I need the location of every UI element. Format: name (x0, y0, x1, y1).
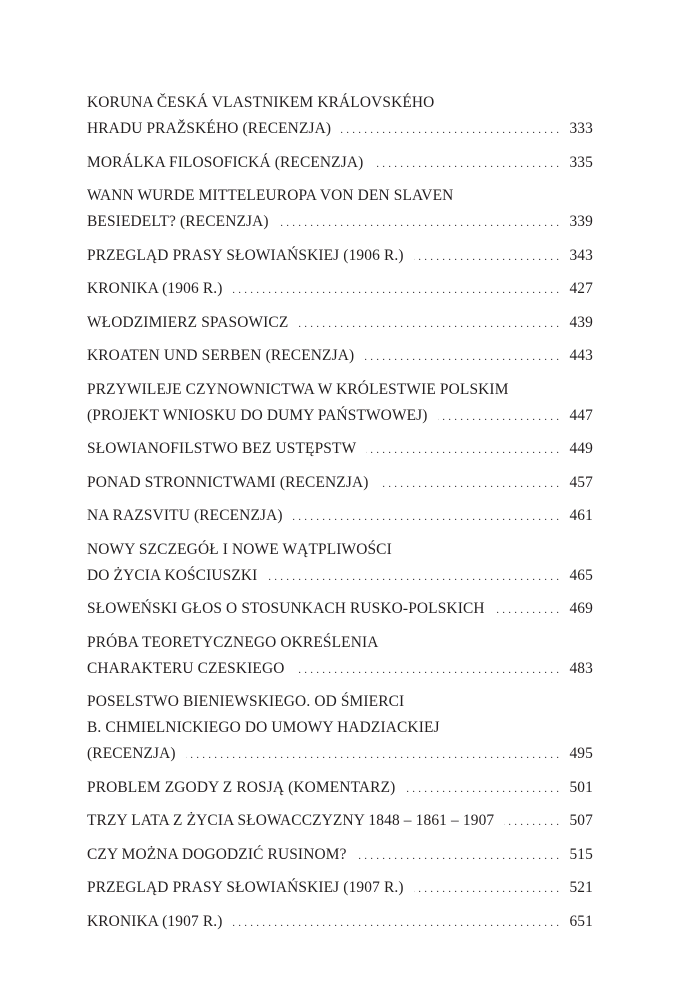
page-number: 447 (569, 406, 593, 424)
toc-entry-title: KRONIKA (1906 R.) (87, 280, 223, 297)
dot-leader (364, 344, 559, 370)
page-number: 465 (569, 566, 593, 584)
page-number: 343 (569, 246, 593, 264)
toc-entry-line (87, 183, 593, 209)
toc-entry-title: (PROJEKT WNIOSKU DO DUMY PAŃSTWOWEJ) (87, 406, 428, 424)
toc-entry-title: B. CHMIELNICKIEGO DO UMOWY HADZIACKIEJ (87, 719, 440, 736)
dot-leader (405, 776, 559, 802)
toc-entry (87, 276, 593, 302)
toc-entry-last-line (87, 150, 593, 176)
dot-leader (186, 742, 559, 768)
toc-entry-last-line (87, 403, 593, 429)
toc-entry-title: KORUNA ČESKÁ VLASTNIKEM KRÁLOVSKÉHO (87, 94, 435, 111)
dot-leader (295, 657, 559, 683)
dot-leader (504, 809, 559, 835)
toc-entry-last-line (87, 563, 593, 589)
toc-entry-title: PONAD STRONNICTWAMI (RECENZJA) (87, 473, 369, 491)
toc-entry (87, 503, 593, 529)
toc-entry-title: KROATEN UND SERBEN (RECENZJA) (87, 347, 355, 364)
dot-leader (341, 117, 559, 143)
page-number: 335 (569, 153, 593, 171)
toc-entry-title: PRÓBA TEORETYCZNEGO OKREŚLENIA (87, 633, 379, 651)
toc-entry-line (87, 537, 593, 563)
dot-leader (379, 471, 559, 497)
page-number: 443 (569, 347, 593, 364)
toc-entry (87, 596, 593, 622)
toc-entry-line (87, 715, 593, 741)
toc-entry (87, 377, 593, 429)
page-number: 333 (569, 120, 593, 137)
toc-entry (87, 90, 593, 142)
toc-entry-last-line (87, 470, 593, 496)
dot-leader (373, 151, 559, 177)
page-number: 439 (569, 313, 593, 331)
dot-leader (414, 244, 559, 270)
toc-entry-last-line (87, 209, 593, 235)
toc-entry-title: CHARAKTERU CZESKIEGO (87, 659, 285, 677)
toc-entry-last-line (87, 276, 593, 302)
toc-entry (87, 808, 593, 834)
dot-leader (357, 843, 559, 869)
toc-entry-last-line (87, 875, 593, 901)
dot-leader (495, 597, 559, 623)
toc-entry-title: DO ŻYCIA KOŚCIUSZKI (87, 566, 258, 584)
toc-entry-last-line (87, 741, 593, 767)
toc-entry (87, 150, 593, 176)
dot-leader (267, 564, 559, 590)
toc-entry-last-line (87, 775, 593, 801)
toc-entry-line (87, 630, 593, 656)
toc-entry-last-line (87, 842, 593, 868)
toc-entry-title: SŁOWIANOFILSTWO BEZ USTĘPSTW (87, 440, 357, 457)
toc-entry-title: (RECENZJA) (87, 745, 176, 762)
toc-entry-last-line (87, 116, 593, 142)
dot-leader (233, 910, 559, 936)
toc-entry (87, 842, 593, 868)
toc-entry (87, 343, 593, 369)
toc-entry-title: SŁOWEŃSKI GŁOS O STOSUNKACH RUSKO-POLSKICH (87, 600, 485, 617)
toc-entry (87, 689, 593, 767)
dot-leader (298, 311, 559, 337)
toc-entry-last-line (87, 436, 593, 462)
page-number: 515 (569, 845, 593, 863)
dot-leader (233, 277, 559, 303)
toc-entry-line (87, 377, 593, 403)
toc-entry (87, 436, 593, 462)
toc-entry (87, 875, 593, 901)
toc-entry-title: CZY MOŻNA DOGODZIĆ RUSINOM? (87, 845, 347, 863)
toc-entry-last-line (87, 503, 593, 529)
toc-entry (87, 183, 593, 235)
page-number: 461 (569, 507, 593, 524)
dot-leader (293, 504, 559, 530)
toc-entry-last-line (87, 310, 593, 336)
toc-entry (87, 630, 593, 682)
toc-entry-title: WŁODZIMIERZ SPASOWICZ (87, 313, 289, 331)
toc-entry (87, 775, 593, 801)
toc-entry-line (87, 689, 593, 715)
page-number: 521 (569, 879, 593, 896)
toc-entry (87, 909, 593, 935)
toc-entry-last-line (87, 243, 593, 269)
toc-entry-last-line (87, 343, 593, 369)
toc-entry-title: HRADU PRAŽSKÉHO (RECENZJA) (87, 120, 332, 137)
toc-entry-last-line (87, 808, 593, 834)
dot-leader (414, 876, 559, 902)
page-number: 339 (569, 213, 593, 230)
page-number: 469 (569, 600, 593, 617)
toc-entry-title: PRZEGLĄD PRASY SŁOWIAŃSKIEJ (1906 R.) (87, 246, 404, 264)
page-number: 427 (569, 280, 593, 297)
toc-entry-last-line (87, 596, 593, 622)
toc-entry (87, 310, 593, 336)
toc-entry-last-line (87, 909, 593, 935)
toc-entry-title: NA RAZSVITU (RECENZJA) (87, 507, 283, 524)
toc-entry (87, 470, 593, 496)
toc-entry-title: PROBLEM ZGODY Z ROSJĄ (KOMENTARZ) (87, 778, 396, 796)
page-number: 651 (569, 912, 593, 930)
toc-entry-title: BESIEDELT? (RECENZJA) (87, 213, 269, 230)
table-of-contents (87, 90, 593, 942)
page-number: 457 (569, 473, 593, 491)
toc-entry-title: MORÁLKA FILOSOFICKÁ (RECENZJA) (87, 153, 364, 171)
dot-leader (279, 210, 559, 236)
toc-entry (87, 243, 593, 269)
toc-entry-title: TRZY LATA Z ŻYCIA SŁOWACCZYZNY 1848 – 1861 – 1907 (87, 812, 495, 829)
toc-entry-title: WANN WURDE MITTELEUROPA VON DEN SLAVEN (87, 187, 454, 204)
dot-leader (438, 404, 559, 430)
toc-entry (87, 537, 593, 589)
dot-leader (366, 437, 559, 463)
page-number: 449 (569, 440, 593, 457)
page-number: 507 (569, 812, 593, 829)
page-number: 483 (569, 659, 593, 677)
toc-entry-line (87, 90, 593, 116)
toc-entry-title: PRZEGLĄD PRASY SŁOWIAŃSKIEJ (1907 R.) (87, 879, 404, 896)
toc-entry-title: POSELSTWO BIENIEWSKIEGO. OD ŚMIERCI (87, 693, 405, 710)
page-number: 501 (569, 778, 593, 796)
toc-entry-last-line (87, 656, 593, 682)
toc-entry-title: KRONIKA (1907 R.) (87, 912, 223, 930)
toc-entry-title: NOWY SZCZEGÓŁ I NOWE WĄTPLIWOŚCI (87, 540, 392, 558)
page-number: 495 (569, 745, 593, 762)
toc-entry-title: PRZYWILEJE CZYNOWNICTWA W KRÓLESTWIE POLSKIM (87, 380, 509, 398)
